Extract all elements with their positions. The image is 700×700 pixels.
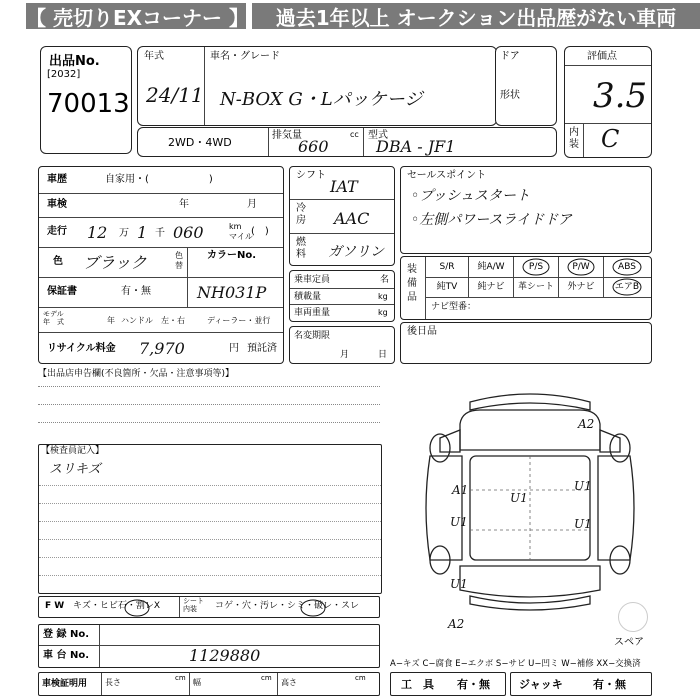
equipment-circles: [401, 257, 653, 321]
header-right: 過去1年以上 オークション出品歴がない車両: [252, 3, 700, 29]
model-label: 型式: [368, 130, 388, 141]
length-label: 長さ: [105, 678, 121, 687]
load-unit: kg: [378, 292, 388, 301]
model-year-label: モデル 年 式: [43, 310, 64, 327]
mileage-label: 走行: [47, 226, 67, 237]
history-options: 自家用・( ): [105, 174, 213, 185]
cc-label: cc: [350, 130, 359, 139]
dimensions-box: [38, 672, 380, 696]
aftermarket-label: 後日品: [407, 326, 437, 337]
interior-label: 内 装: [569, 127, 579, 150]
mechanical-box: [289, 166, 395, 266]
damage-u1-left: U1: [450, 515, 468, 529]
fuel-value: ガソリン: [328, 244, 384, 260]
reg-period-box: [289, 326, 395, 364]
jack-box: [510, 672, 652, 696]
height-label: 高さ: [281, 678, 297, 687]
recycle-value: 7,970: [139, 339, 185, 358]
warranty-options: 有・無: [121, 286, 151, 297]
inspection-label: 車検: [47, 199, 67, 210]
equip-leather: 革シート: [517, 282, 554, 292]
chassis-label: 車 台 No.: [43, 650, 90, 661]
color-label: 色: [53, 256, 63, 267]
details-box: [38, 166, 284, 364]
mileage-man-value: 12: [87, 223, 108, 242]
inspector-box: [38, 444, 382, 594]
mileage-man-label: 万: [119, 228, 129, 239]
sales-point-2: ◦左側パワースライドドア: [411, 212, 572, 228]
inspection-year: 年: [179, 199, 189, 210]
equip-ps: P/S: [528, 262, 544, 272]
aftermarket-box: [400, 322, 652, 364]
cooling-label: 冷 房: [296, 203, 306, 226]
reg-period-day: 日: [378, 350, 388, 360]
registration-box: [38, 624, 380, 668]
damage-u1-right-low: U1: [574, 517, 592, 531]
damage-roof: U1: [510, 491, 528, 505]
color-no-value: NH031P: [197, 283, 267, 302]
height-cm: cm: [355, 674, 366, 682]
model-year-y: 年: [107, 316, 115, 325]
equipment-label: 装 備 品: [407, 264, 417, 303]
declaration-label: 【出品店申告欄(不良箇所・欠品・注意事項等)】: [38, 369, 235, 379]
door-box: [495, 46, 557, 126]
equip-ext-navi: 外ナビ: [567, 282, 595, 292]
damage-front: A2: [578, 417, 595, 431]
equipment-box: [400, 256, 652, 320]
damage-u1-rear: U1: [450, 577, 468, 591]
score-label: 評価点: [587, 51, 617, 62]
displacement-value: 660: [298, 137, 329, 156]
cert-label: 車検証明用: [42, 679, 88, 689]
header-left: 【 売切りEXコーナー 】: [26, 3, 246, 29]
header-bar: [0, 0, 700, 30]
length-cm: cm: [175, 674, 186, 682]
car-name-label: 車名・グレード: [210, 51, 280, 62]
model-value: DBA - JF1: [376, 137, 456, 156]
fuel-label: 燃 料: [296, 237, 306, 260]
lot-number: 70013: [47, 89, 130, 119]
lot-code: [2032]: [47, 69, 81, 80]
car-name-value: N-BOX G・Lパッケージ: [220, 89, 423, 110]
history-label: 車歴: [47, 174, 67, 185]
capacity-box: [289, 270, 395, 322]
color-change-label: 色 替: [175, 251, 183, 270]
km-unit: km マイル: [229, 222, 253, 241]
width-cm: cm: [261, 674, 272, 682]
color-no-label: カラーNo.: [207, 250, 257, 261]
jack-label: ジャッキ: [519, 678, 563, 691]
damage-rear: A2: [448, 617, 465, 631]
reg-period-month: 月: [340, 350, 350, 360]
drive-box: [137, 127, 557, 157]
color-value: ブラック: [83, 253, 147, 272]
car-info-box: [137, 46, 497, 126]
fw-box: [38, 596, 380, 618]
interior-damage-options: コゲ・穴・汚レ・シミ・破レ・スレ: [215, 601, 360, 611]
equip-tv: 純TV: [436, 282, 458, 292]
lot-number-box: [40, 46, 132, 154]
damage-u1-right: U1: [574, 479, 592, 493]
interior-value: C: [601, 125, 620, 153]
inspector-note: スリキズ: [49, 462, 101, 477]
jack-options: 有・無: [593, 678, 626, 691]
year-label: 年式: [144, 51, 164, 62]
interior-damage-label: シート 内装: [183, 597, 204, 613]
inspection-month: 月: [247, 199, 257, 210]
score-box: [564, 46, 652, 158]
dealer-label: ディーラー・並行: [207, 316, 271, 325]
shift-value: IAT: [330, 177, 358, 196]
equip-pw: P/W: [572, 262, 590, 272]
warranty-label: 保証書: [47, 286, 77, 297]
displacement-label: 排気量: [272, 130, 302, 141]
capacity-unit: 名: [380, 275, 390, 285]
door-label: ドア: [500, 51, 520, 62]
damage-legend: A−キズ C−腐食 E−エクボ S−サビ U−凹ミ W−補修 XX−交換済: [390, 659, 641, 669]
damage-a1: A1: [452, 483, 469, 497]
recycle-label: リサイクル料金: [47, 343, 116, 354]
equip-sr: S/R: [439, 262, 455, 272]
chassis-value: 1129880: [189, 646, 261, 665]
navi-type-label: ナビ型番：: [431, 302, 477, 312]
width-label: 幅: [193, 678, 201, 687]
equip-abs: ABS: [618, 262, 636, 272]
reg-period-label: 名変期限: [294, 331, 331, 341]
shape-label: 形状: [500, 90, 520, 101]
sales-point-1: ◦プッシュスタート: [411, 188, 530, 204]
load-label: 積載量: [294, 292, 322, 302]
recycle-unit: 円: [229, 343, 239, 354]
drive-label: 2WD・4WD: [168, 136, 232, 149]
recycle-note: 預託済: [247, 343, 277, 354]
tools-box: [390, 672, 506, 696]
mileage-rest-value: 060: [173, 223, 204, 242]
cooling-value: AAC: [334, 209, 370, 228]
shift-label: シフト: [296, 170, 326, 181]
mileage-sen-label: 千: [155, 228, 165, 239]
spare-label: スペア: [614, 637, 644, 648]
equip-airbag: エアB: [614, 282, 640, 292]
sales-point-box: [400, 166, 652, 254]
year-value: 24/11: [146, 83, 204, 107]
tools-label: 工 具: [401, 678, 434, 691]
lot-label: 出品No.: [49, 54, 100, 69]
weight-label: 車両重量: [294, 308, 331, 318]
inspector-label: 【検査員記入】: [41, 446, 105, 456]
weight-unit: kg: [378, 308, 388, 317]
fw-label: F W: [45, 601, 65, 611]
mileage-sen-value: 1: [137, 223, 148, 242]
capacity-label: 乗車定員: [294, 275, 331, 285]
fw-circles: [39, 597, 381, 619]
spare-tire-icon: [618, 602, 648, 632]
km-paren: ( ): [251, 226, 269, 237]
score-value: 3.5: [593, 76, 648, 116]
equip-alloy-wheel: 純A/W: [477, 262, 505, 272]
car-damage-diagram: [400, 380, 660, 631]
handle-label: ハンドル 左・右: [121, 316, 185, 325]
equip-navi: 純ナビ: [477, 282, 505, 292]
sales-point-label: セールスポイント: [407, 170, 487, 181]
fw-options: キズ・ヒビ石・割レX: [73, 601, 160, 611]
tools-options: 有・無: [457, 678, 490, 691]
registration-label: 登 録 No.: [43, 629, 90, 640]
